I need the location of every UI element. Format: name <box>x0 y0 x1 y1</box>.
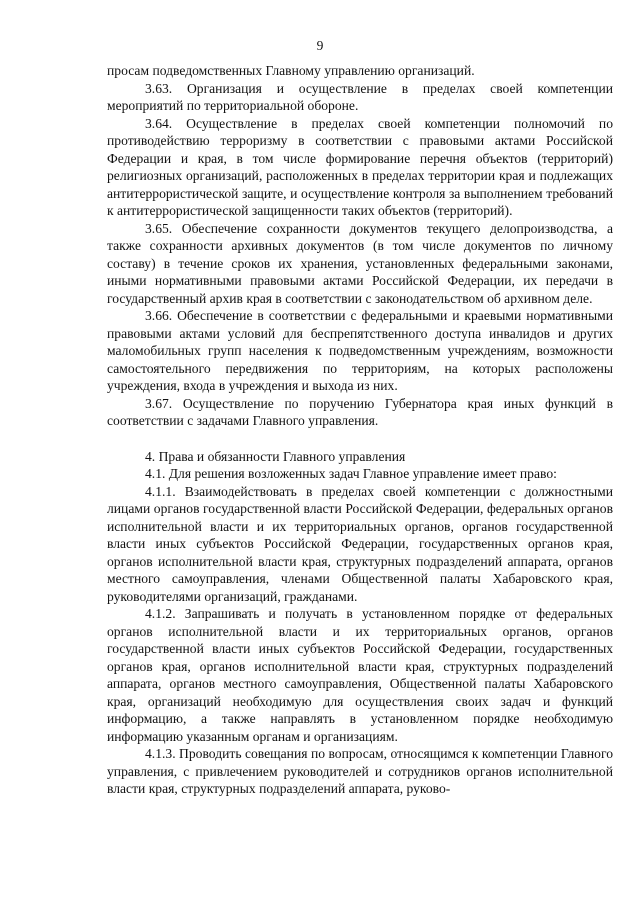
paragraph-4-1: 4.1. Для решения возложенных задач Главное управление имеет право: <box>145 466 557 481</box>
document-body <box>107 62 613 798</box>
paragraph-3-64: 3.64. Осуществление в пределах своей компетенции полномочий по противодействию терроризму в соответствии с правовыми актами Российской Федерации и края, в том числе формирование перечня объектов (территорий) религиозных организаций, расположенных в пределах территории края и подлежащих антитеррористической защите, и осуществление контроля за выполнением требований к антитеррористической защищенности таких объектов (территорий). <box>107 115 613 218</box>
page-number: 9 <box>316 38 324 53</box>
paragraph-3-67: 3.67. Осуществление по поручению Губернатора края иных функций в соответствии с задачами Главного управления. <box>107 395 613 428</box>
paragraph-3-66: 3.66. Обеспечение в соответствии с федеральными и краевыми нормативными правовыми актами условий для беспрепятственного доступа инвалидов и других маломобильных групп населения к подведомственным учреждениям, возможности самостоятельного передвижения по территориям, на которых расположены учреждения, входа в учреждения и выхода из них. <box>107 308 613 393</box>
paragraph-3-65: 3.65. Обеспечение сохранности документов текущего делопроизводства, а также сохранности архивных документов (в том числе документов по личному составу) в течение сроков их хранения, установленных федеральными законами, иными нормативными правовыми актами Российской Федерации, их передачи в государственный архив края в соответствии с законодательством об архивном деле. <box>107 220 613 306</box>
paragraph-4-1-1: 4.1.1. Взаимодействовать в пределах своей компетенции с должностными лицами органов государственной власти Российской Федерации, федеральных органов исполнительной власти и их территориальных органов, органов государственной власти иных субъектов Российской Федерации, государственных органов края, органов исполнительной власти края, структурных подразделений аппарата, органов местного самоуправления, членами Общественной палаты Хабаровского края, руководителями организаций, гражданами. <box>107 483 613 604</box>
paragraph-continuation: просам подведомственных Главному управлению организаций. <box>107 63 475 78</box>
paragraph-4-1-3: 4.1.3. Проводить совещания по вопросам, относящимся к компетенции Главного управления, с привлечением руководителей и сотрудников органов исполнительной власти края, структурных подразделений аппарата, руково- <box>107 746 613 796</box>
section-4-heading: 4. Права и обязанности Главного управления <box>145 448 406 464</box>
paragraph-4-1-2: 4.1.2. Запрашивать и получать в установленном порядке от федеральных органов исполнительной власти и их территориальных органов, органов государственной власти иных субъектов Российской Федерации, государственных органов края, органов исполнительной власти края, структурных подразделений аппарата, органов местного самоуправления, Общественной палаты Хабаровского края, организаций необходимую для осуществления своих задач и функций информацию, а также направлять в установленном порядке необходимую информацию указанным органам и организациям. <box>107 606 613 744</box>
paragraph-3-63: 3.63. Организация и осуществление в пределах своей компетенции мероприятий по территориальной обороне. <box>107 80 613 113</box>
